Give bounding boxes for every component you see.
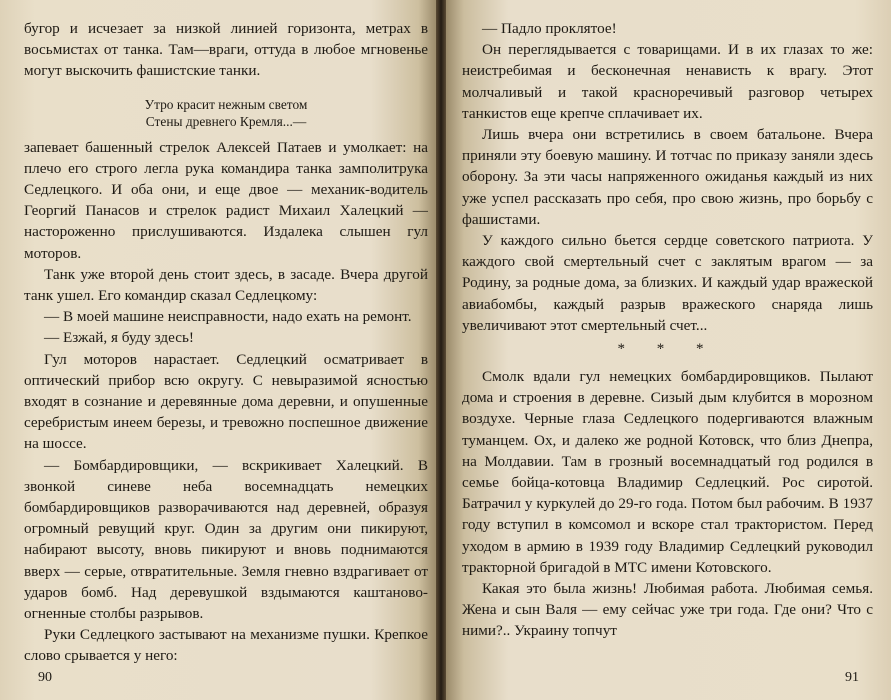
verse-line-1: Утро красит нежным светом — [144, 96, 308, 112]
right-page-text — [462, 18, 873, 642]
left-paragraph-3: — В моей машине неисправности, надо ехать на ремонт. — [44, 308, 412, 326]
right-page-number: 91 — [845, 670, 859, 685]
right-paragraph-1: Он переглядывается с товарищами. И в их глазах то же: неистребимая и бесконечная ненависть к врагу. Этот молчаливый и такой красноречивый разговор четырех танкистов еще крепче сплачивает их. — [462, 41, 873, 122]
right-paragraph-4: Смолк вдали гул немецких бомбардировщиков. Пылают дома и строения в деревне. Сизый дым клубится в морозном воздухе. Черные глаза Седлецкого подергиваются влажным туманцем. Ох, и далеко же родной Котовск, что близ Днепра, на Молдавии. Там в грозный восемнадцатый год родился в семье бойца-котовца Владимир Седлецкий. Рос сиротой. Батрачил у куркулей до 29-го года. Потом был рабочим. В 1937 году вступил в комсомол и вскоре стал трактористом. Перед уходом в армию в 1939 году Владимир Седлецкий руководил тракторной бригадой в МТС имени Котовского. — [462, 368, 873, 576]
section-separator: * * * — [617, 341, 718, 358]
left-paragraph-0: бугор и исчезает за низкой линией горизонта, метрах в восьмистах от танка. Там—враги, оттуда в любое мгновенье могут выскочить фашистские танки. — [24, 20, 428, 80]
left-paragraph-7: Руки Седлецкого застывают на механизме пушки. Крепкое слово срывается у него: — [24, 626, 428, 665]
left-paragraph-1: запевает башенный стрелок Алексей Патаев и умолкает: на плечо его строго легла рука командира танка замполитрука Седлецкого. И оба они, и еще двое — механик-водитель Георгий Панасов и стрелок радист Михаил Халецкий — настороженно прислушиваются. Издалека слышен гул моторов. — [24, 138, 428, 262]
left-paragraph-5: Гул моторов нарастает. Седлецкий осматривает в оптический прибор всю округу. С невыразимой ясностью входят в сознание и деревянные дома деревни, и опушенные серебристым инеем березы, и тревожно поспешное движение на шоссе. — [24, 350, 428, 453]
right-page — [446, 0, 891, 700]
left-paragraph-6: — Бомбардировщики, — вскрикивает Халецкий. В звонкой синеве неба восемнадцать немецких бомбардировщиков разворачиваются над деревней, образуя огромный ревущий круг. Один за другим они пикируют, набирают высоту, вновь пикируют и вновь поднимаются вверх — серые, отвратительные. Земля гневно вздрагивает от ударов бомб. Над деревушкой вздымаются каштаново-огненные столбы разрывов. — [24, 456, 428, 623]
verse-line-2: Стены древнего Кремля...— — [145, 113, 307, 129]
left-page-number: 90 — [38, 670, 52, 685]
book-gutter — [436, 0, 446, 700]
verse-quote — [24, 96, 428, 130]
left-page — [0, 0, 436, 700]
right-paragraph-0: — Падло проклятое! — [482, 20, 617, 37]
right-paragraph-5: Какая это была жизнь! Любимая работа. Любимая семья. Жена и сын Валя — ему сейчас уже три года. Где они? Что с ними?.. Украину топчут — [462, 580, 873, 640]
left-paragraph-4: — Езжай, я буду здесь! — [44, 329, 194, 347]
left-paragraph-2: Танк уже второй день стоит здесь, в засаде. Вчера другой танк ушел. Его командир сказал Седлецкому: — [24, 265, 428, 305]
right-paragraph-2: Лишь вчера они встретились в своем батальоне. Вчера приняли эту боевую машину. И тотчас по приказу заняли здесь оборону. За эти часы напряженного ожиданья каждый из них уже успел рассказать про себя, про свою жизнь, про борьбу с фашистами. — [462, 126, 873, 228]
right-paragraph-3: У каждого сильно бьется сердце советского патриота. У каждого свой смертельный счет с заклятым врагом — за Родину, за родные дома, за близких. И каждый удар вражеской авиабомбы, каждый разрыв вражеского снаряда лишь увеличивают этот смертельный счет... — [462, 232, 873, 334]
left-page-text — [24, 18, 428, 667]
